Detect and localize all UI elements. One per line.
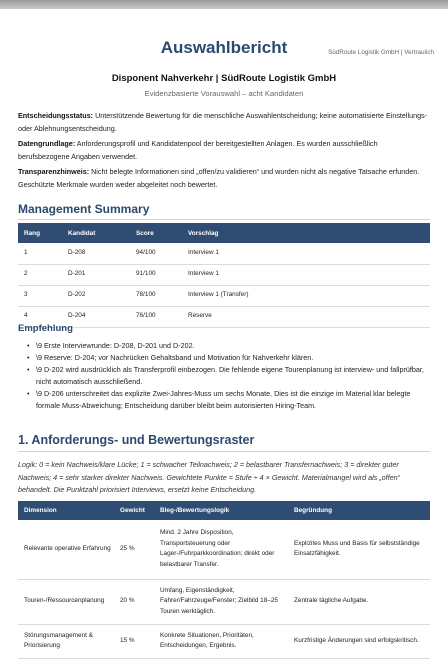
table-row [18, 306, 430, 327]
summary-cell: 76/100 [130, 306, 182, 327]
recommendation-item-text: D-202 wird ausdrücklich als Transferprofil einbezogen. Die fehlende eigene Tourenplanung ist interview- und fallprüfbar, nicht automatisch ausschließend. [36, 365, 424, 386]
summary-cell: 2 [18, 264, 62, 285]
bullet-prefix: \9 [36, 365, 44, 374]
bullet-icon: • [27, 353, 30, 362]
bullet-prefix: \9 [36, 341, 44, 350]
summary-cell: Interview 1 (Transfer) [182, 285, 430, 306]
summary-cell: D-208 [62, 243, 130, 264]
criteria-cell: Kurzfristige Änderungen sind erfolgskritisch. [288, 624, 430, 658]
criteria-cell: 25 % [114, 520, 154, 579]
criteria-cell: 15 % [114, 624, 154, 658]
table-row [18, 285, 430, 306]
criteria-cell: 20 % [114, 579, 154, 624]
summary-cell: D-202 [62, 285, 130, 306]
criteria-cell: Konkrete Situationen, Prioritäten, Entscheidungen, Ergebnis. [154, 624, 288, 658]
table-row [18, 579, 430, 624]
list-item [27, 388, 426, 412]
criteria-col-logik: Bleg-/Bewertungslogik [154, 501, 288, 520]
transparency-text: Nicht belegte Informationen sind „offen/zu validieren“ und wurden nicht als negative Tatsache erfunden. Geschützte Merkmale wurden weder abgeleitet noch bewertet. [18, 167, 420, 189]
table-row [18, 520, 430, 579]
criteria-cell: Relevante operative Erfahrung [18, 520, 114, 579]
summary-col-score: Score [130, 223, 182, 243]
criteria-table [18, 501, 430, 659]
criteria-cell: Zentrale tägliche Aufgabe. [288, 579, 430, 624]
decision-status-text: Unterstützende Bewertung für die menschliche Auswahlentscheidung; keine automatisierte Einstellungs- oder Ablehnungsentscheidung. [18, 111, 428, 133]
summary-col-kandidat: Kandidat [62, 223, 130, 243]
confidential-note: SüdRoute Logistik GmbH | Vertraulich [328, 49, 434, 56]
recommendation-item-text: Reserve: D-204; vor Nachrücken Gehaltsband und Motivation für Nahverkehr klären. [44, 353, 314, 362]
summary-col-rang: Rang [18, 223, 62, 243]
top-browser-bar [0, 0, 448, 9]
recommendation-item-text: Erste Interviewrunde: D-208, D-201 und D-202. [44, 341, 195, 350]
table-row [18, 264, 430, 285]
decision-status-label: Entscheidungsstatus: [18, 111, 94, 120]
transparency-paragraph [18, 166, 430, 191]
table-row [18, 243, 430, 264]
summary-table [18, 223, 430, 328]
criteria-cell: Mind. 2 Jahre Disposition, Transportsteuerung oder Lager-/Fuhrparkkoordination; direkt oder belastbarer Transfer. [154, 520, 288, 579]
summary-cell: Reserve [182, 306, 430, 327]
list-item [27, 352, 426, 364]
bullet-icon: • [27, 365, 30, 374]
summary-cell: Interview 1 [182, 243, 430, 264]
data-basis-text: Anforderungsprofil und Kandidatenpool der bereitgestellten Anlagen. Es wurden ausschließlich berufsbezogene Angaben verwendet. [18, 139, 378, 161]
summary-cell: 4 [18, 306, 62, 327]
summary-cell: 94/100 [130, 243, 182, 264]
recommendation-heading: Empfehlung [18, 323, 73, 334]
page-tagline: Evidenzbasierte Vorauswahl – acht Kandidaten [144, 89, 304, 98]
bullet-prefix: \9 [36, 389, 44, 398]
criteria-cell: Umfang, Eigenständigkeit, Fahrer/Fahrzeuge/Fenster; Zielbild 18–25 Touren werktäglich. [154, 579, 288, 624]
table-row [18, 624, 430, 658]
criteria-col-dimension: Dimension [18, 501, 114, 520]
bullet-icon: • [27, 389, 30, 398]
criteria-col-begruendung: Begründung [288, 501, 430, 520]
section1-heading-rule [18, 451, 430, 452]
data-basis-label: Datengrundlage: [18, 139, 76, 148]
criteria-cell: Touren-/Ressourcenplanung [18, 579, 114, 624]
criteria-cell: Störungsmanagement & Priorisierung [18, 624, 114, 658]
decision-status-paragraph [18, 110, 430, 135]
summary-cell: 1 [18, 243, 62, 264]
bullet-prefix: \9 [36, 353, 44, 362]
recommendation-list [27, 340, 426, 412]
summary-cell: D-204 [62, 306, 130, 327]
summary-heading: Management Summary [18, 202, 150, 216]
recommendation-item-text: D-206 unterschreitet das explizite Zwei-Jahres-Muss um sechs Monate. Dies ist die einzige im Material klar belegte formale Muss-Abweichung; Entscheidung darüber bleibt beim autorisierten Hiring-Team. [36, 389, 411, 410]
transparency-label: Transparenzhinweis: [18, 167, 90, 176]
summary-cell: 91/100 [130, 264, 182, 285]
bullet-icon: • [27, 341, 30, 350]
page-subtitle: Disponent Nahverkehr | SüdRoute Logistik GmbH [111, 73, 337, 84]
list-item [27, 364, 426, 388]
report-page [0, 9, 448, 656]
section1-heading: 1. Anforderungs- und Bewertungsraster [18, 433, 255, 447]
scoring-logic-paragraph: Logik: 0 = kein Nachweis/klare Lücke; 1 = schwacher Teilnachweis; 2 = belastbarer Transfernachweis; 3 = direkter guter Nachweis; 4 = sehr starker direkter Nachweis. Gewichtete Punkte = Stufe ÷ 4 × Gewicht. Materialmangel wird als „offen“ behandelt. Die Punktzahl priorisiert Interviews, ersetzt keine Entscheidung. [18, 460, 401, 494]
summary-cell: 3 [18, 285, 62, 306]
data-basis-paragraph [18, 138, 430, 163]
summary-cell: D-201 [62, 264, 130, 285]
summary-cell: 78/100 [130, 285, 182, 306]
criteria-cell: Explizites Muss und Basis für selbstständige Einsatzfähigkeit. [288, 520, 430, 579]
summary-col-vorschlag: Vorschlag [182, 223, 430, 243]
page-title: Auswahlbericht [160, 38, 288, 57]
list-item [27, 340, 426, 352]
summary-heading-rule [18, 219, 430, 220]
summary-cell: Interview 1 [182, 264, 430, 285]
criteria-col-gewicht: Gewicht [114, 501, 154, 520]
